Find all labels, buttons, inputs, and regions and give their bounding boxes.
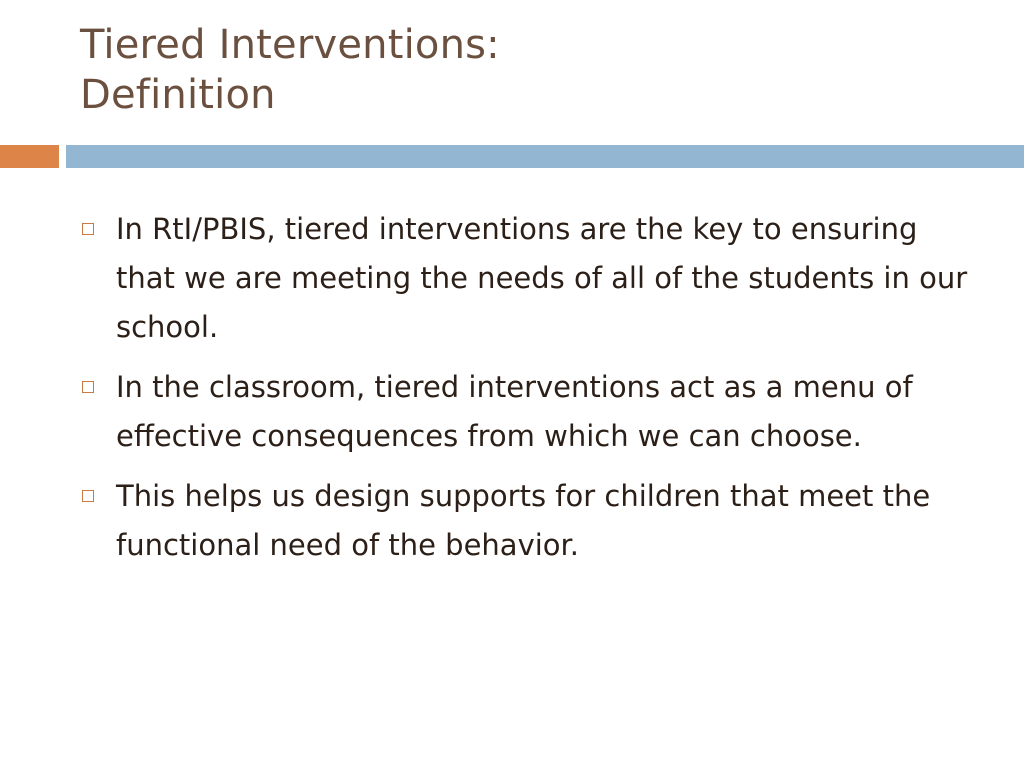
bullet-list [80,205,980,581]
slide-title [80,20,980,120]
bullet-text: In the classroom, tiered interventions act as a menu of effective consequences from which we can choose. [116,370,913,453]
accent-bar-orange [0,145,59,168]
bullet-text: This helps us design supports for children that meet the functional need of the behavior. [116,479,931,562]
bullet-item [80,205,980,352]
bullet-item [80,363,980,461]
bullet-text: In RtI/PBIS, tiered interventions are the key to ensuring that we are meeting the needs of all of the students in our school. [116,212,968,344]
square-bullet-icon [82,223,94,235]
bullet-item [80,472,980,570]
accent-bar-blue [66,145,1024,168]
square-bullet-icon [82,381,94,393]
slide-title-line-2: Definition [80,72,276,118]
square-bullet-icon [82,490,94,502]
slide-title-line-1: Tiered Interventions: [80,22,500,68]
